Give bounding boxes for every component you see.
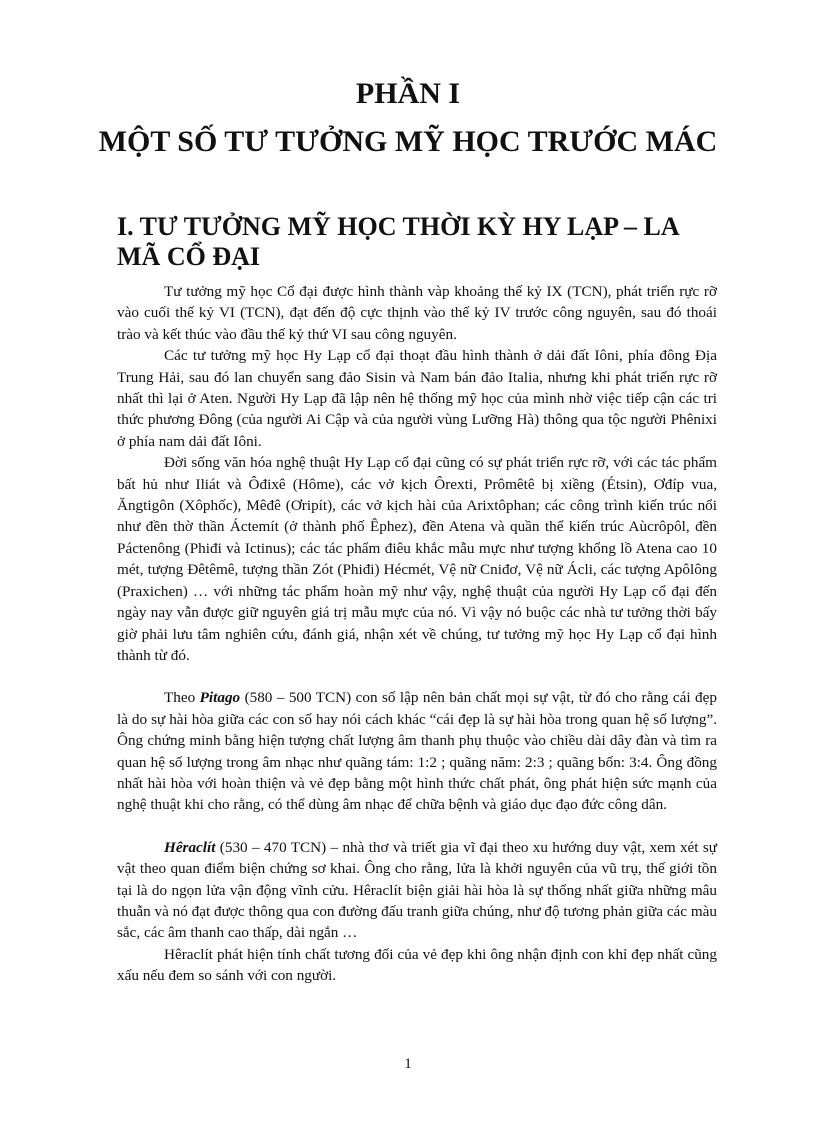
- paragraph-1: Tư tưởng mỹ học Cổ đại được hình thành vàp khoảng thế kỷ IX (TCN), phát triển rực rỡ vào cuối thế kỷ VI (TCN), đạt đến độ cực thịnh vào thế kỷ IV trước công nguyên, sau đó thoái trào và kết thúc vào đầu thế kỷ thứ VI sau công nguyên.: [117, 283, 717, 343]
- pitago-prefix: Theo: [164, 689, 200, 707]
- paragraph-2: Các tư tưởng mỹ học Hy Lạp cổ đại thoạt đầu hình thành ở dải đất Iôni, phía đông Địa Trung Hải, sau đó lan chuyển sang đảo Sisin và Nam bán đảo Italia, nhưng khi phát triển rực rỡ nhất thì lại ở Aten. Người Hy Lạp đã lập nên hệ thống mỹ học của mình nhờ việc tiếp cận các tri thức phương Đông (của người Ai Cập và của người vùng Lưỡng Hà) thông qua tộc người Phênixi ở phía nam dải đất Iôni.: [117, 347, 717, 450]
- page-number: 1: [404, 1056, 412, 1072]
- paragraph-3: Đời sống văn hóa nghệ thuật Hy Lạp cổ đại cũng có sự phát triển rực rỡ, với các tác phẩm bất hủ như Iliát và Ôđixê (Hôme), các vở kịch Ôrexti, Prômêtê bị xiềng (Étsin), Ơđíp vua, Ăngtigôn (Xôphốc), Mêđê (Ơripít), các vở kịch hài của Arixtôphan; các công trình kiến trúc nổi như đền thờ thần Áctemít (ở thành phố Êphez), đền Atena và quần thể kiến trúc Aùcrôpôl, đền Páctenông (Phiđi và Ictinus); các tác phẩm điêu khắc mẫu mực như tượng khổng lồ Atena cao 10 mét, tượng Đêtêmê, tượng thần Zót (Phiđi) Hécmét, Vệ nữ Cniđơ, Vệ nữ Ácli, các tượng Apôlông (Praxichen) … với những tác phẩm hoàn mỹ như vậy, nghệ thuật của người Hy Lạp cổ đại đến ngày nay vẫn được giữ nguyên giá trị mẫu mực của nó. Vì vậy nó buộc các nhà tư tưởng thời bấy giờ phải lưu tâm nghiên cứu, đánh giá, nhận xét về chúng, tư tưởng mỹ học Hy Lạp cổ đại hình thành từ đó.: [117, 454, 717, 664]
- paragraph-heraclit: [117, 837, 717, 944]
- pitago-name: Pitago: [199, 689, 241, 707]
- paragraph-pitago: [117, 687, 717, 815]
- part-title: PHẦN I: [355, 77, 461, 110]
- body-text: [117, 281, 717, 987]
- heraclit-text: (530 – 470 TCN) – nhà thơ và triết gia vĩ đại theo xu hướng duy vật, xem xét sự vật theo quan điểm biện chứng sơ khai. Ông cho rằng, lửa là khởi nguyên của vũ trụ, thế giới tồn tại là do ngọn lửa vận động vĩnh cửu. Hêraclít biện giải hài hòa là sự thống nhất giữa những mâu thuẫn và nó đạt được thông qua con đường đấu tranh giữa chúng, như độ tương phản giữa các màu sắc, các âm thanh cao thấp, dài ngắn …: [117, 838, 717, 942]
- section-heading: I. TƯ TƯỞNG MỸ HỌC THỜI KỲ HY LẠP – LA MÃ CỔ ĐẠI: [117, 212, 679, 271]
- paragraph-6: Hêraclít phát hiện tính chất tương đối của vẻ đẹp khi ông nhận định con khỉ đẹp nhất cũng xấu nếu đem so sánh với con người.: [117, 945, 717, 985]
- pitago-text: (580 – 500 TCN) con số lập nên bản chất mọi sự vật, từ đó cho rằng cái đẹp là do sự hài hòa giữa các con số hay nói cách khác “cái đẹp là sự hài hòa trong quan hệ số lượng”. Ông chứng minh bằng hiện tượng chất lượng âm thanh phụ thuộc vào chiều dài dây đàn và tìm ra quan hệ số lượng trong âm nhạc như quãng tám: 1:2 ; quãng năm: 2:3 ; quãng bốn: 3:4. Ông đồng nhất hài hòa với hoàn thiện và vẻ đẹp bằng một hình thức chất phát, ông phát hiện sức mạnh của nghệ thuật khi cho rằng, có thể dùng âm nhạc để chữa bệnh và giáo dục đạo đức công dân.: [117, 689, 717, 814]
- main-title: MỘT SỐ TƯ TƯỞNG MỸ HỌC TRƯỚC MÁC: [98, 125, 718, 158]
- heraclit-name: Hêraclít: [164, 838, 216, 856]
